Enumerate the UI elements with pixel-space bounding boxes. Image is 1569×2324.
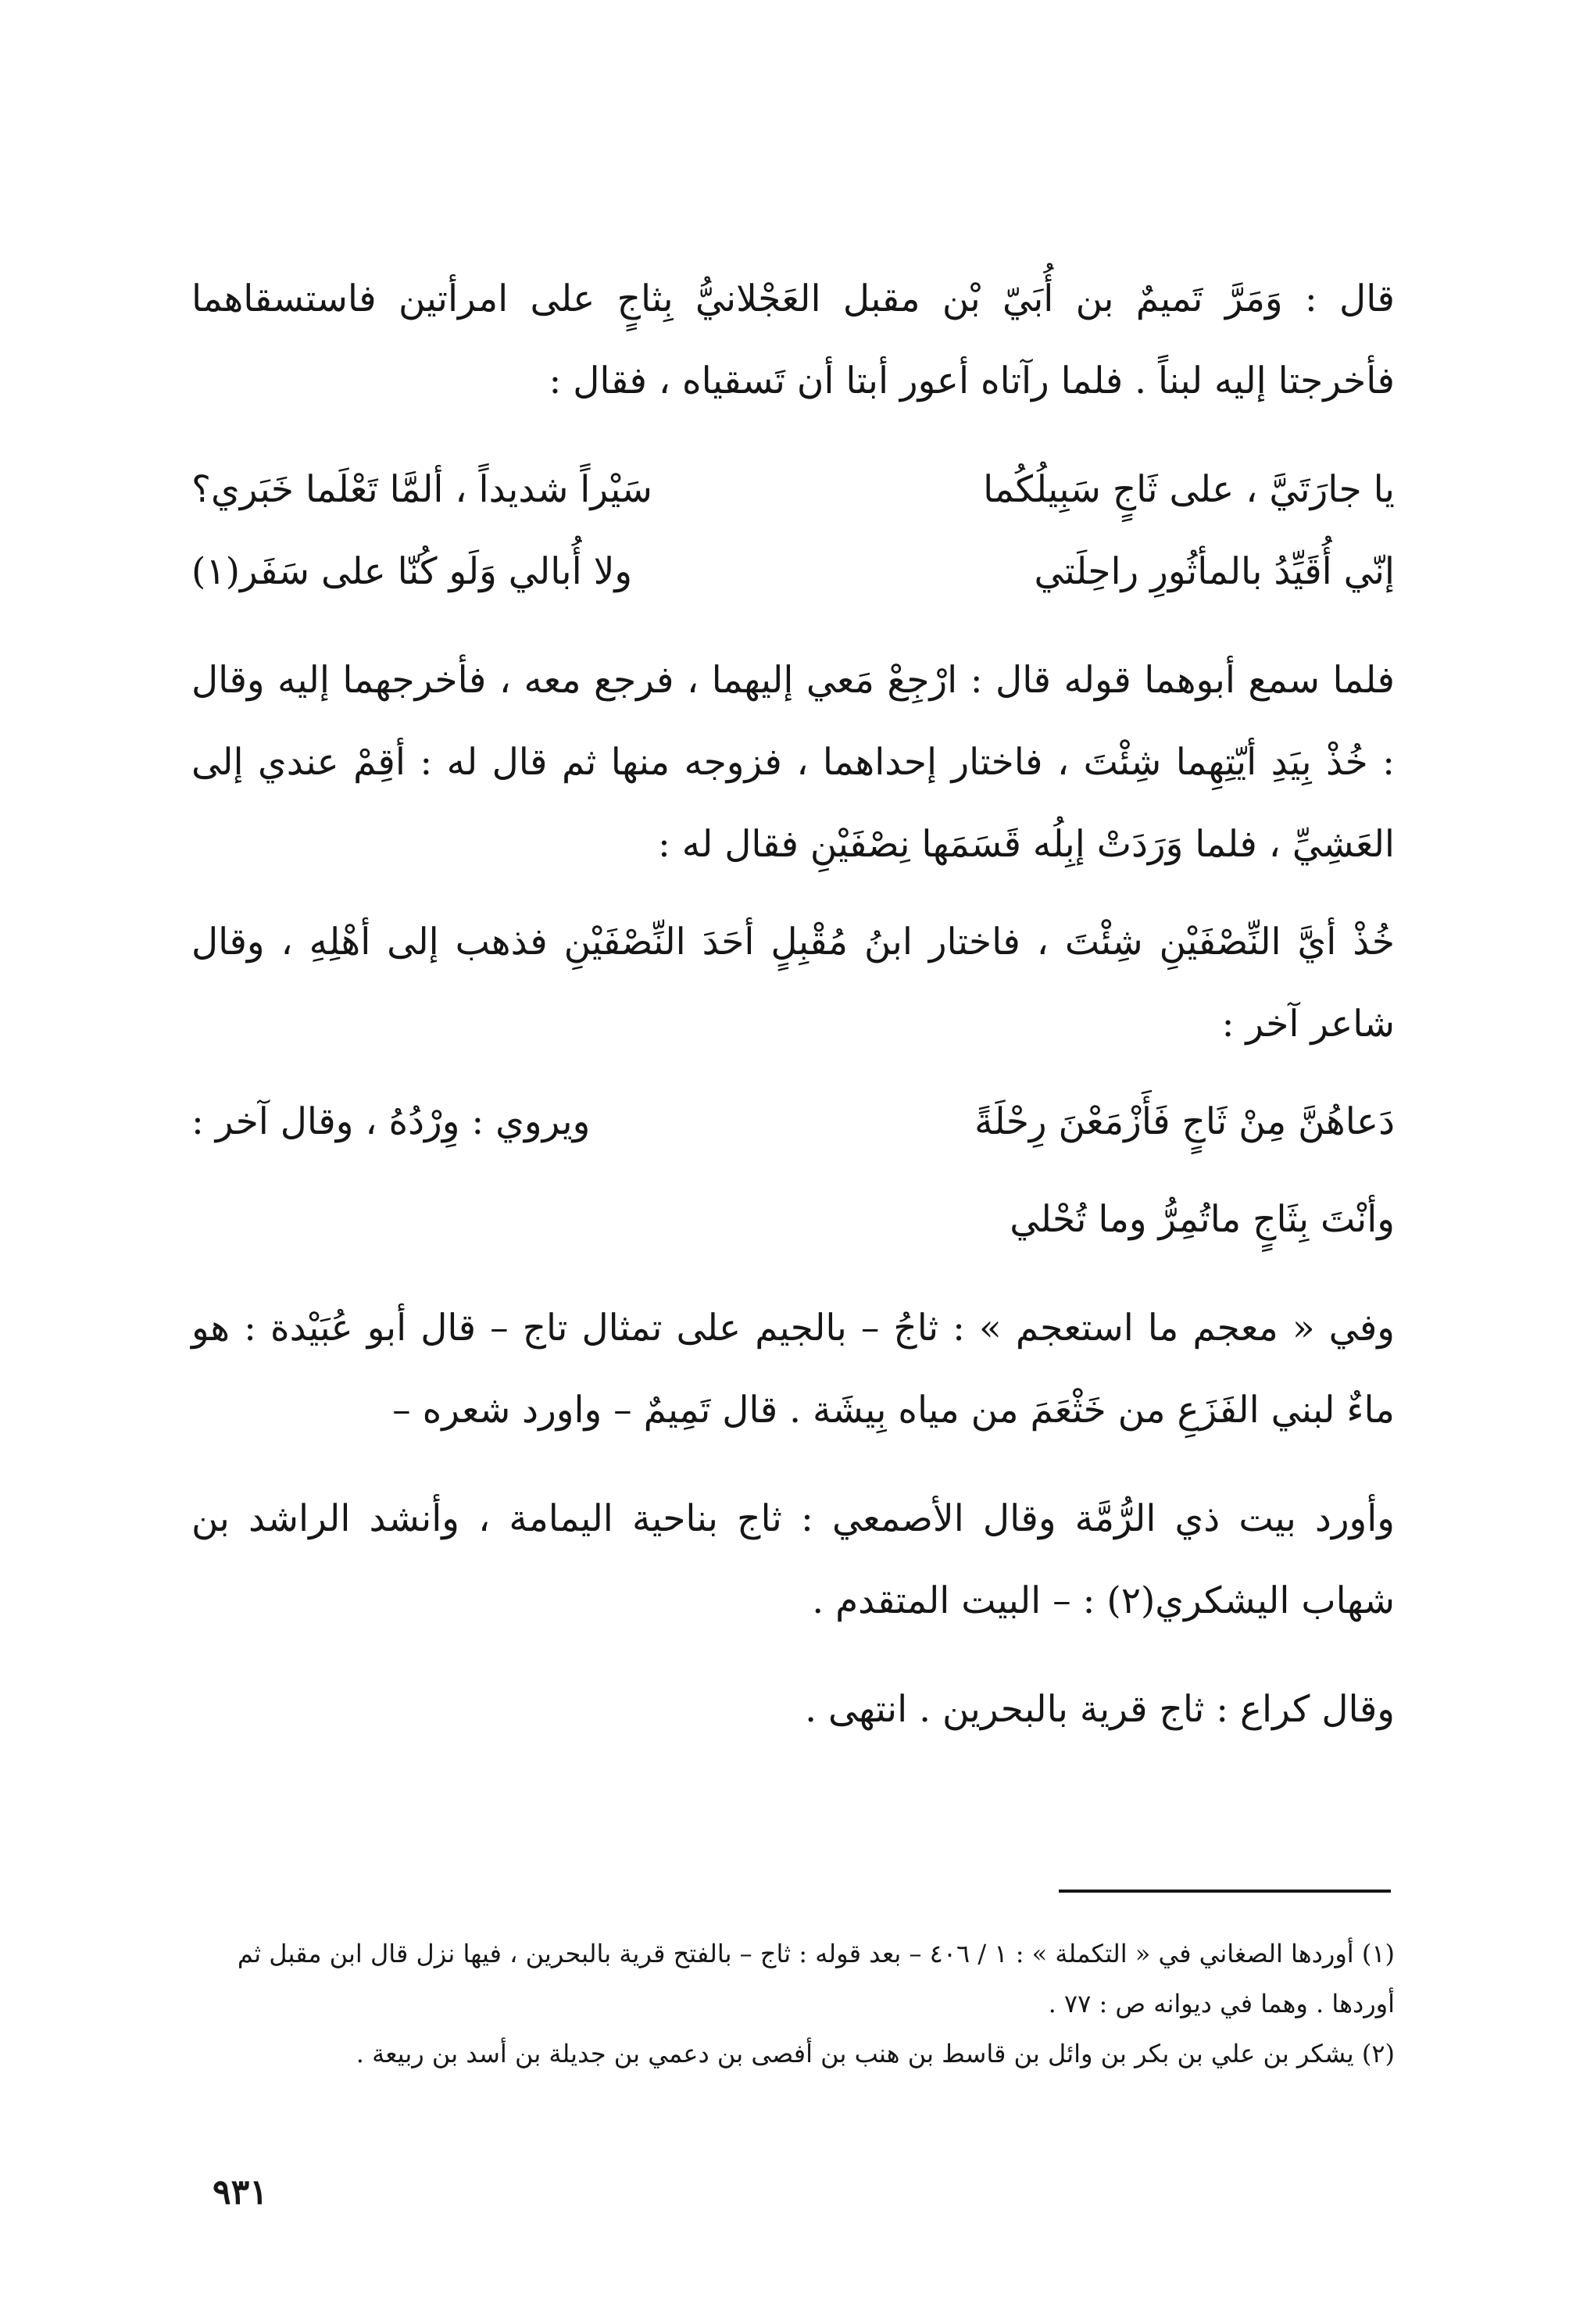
verse-1-first-hemistich: يا جارَتَيَّ ، على ثَاجٍ سَبِيلُكُما	[983, 468, 1395, 511]
verse-line-3	[191, 1081, 1395, 1163]
page-number: ٩٣١	[213, 2172, 268, 2212]
verse-line-2	[191, 531, 1395, 613]
footnotes	[191, 1929, 1395, 2079]
paragraph-asmai: وأورد بيت ذي الرُّمَّة وقال الأصمعي : ثاج بناحية اليمامة ، وأنشد الراشد بن شهاب اليشكري(٢) : – البيت المتقدم .	[191, 1497, 1395, 1622]
footnote-1: (١) أوردها الصغاني في « التكملة » : ١ / ٤٠٦ – بعد قوله : ثاج – بالفتح قرية بالبحرين ، فيها نزل قال ابن مقبل ثم أوردها . وهما في ديوانه ص : ٧٧ .	[237, 1939, 1395, 2018]
verse-3-note: ويروي : وِرْدُهُ ، وقال آخر :	[191, 1100, 591, 1143]
verse-line-4: وأنْتَ بِثَاجٍ ماتُمِرُّ وما تُحْلي	[1010, 1198, 1395, 1241]
paragraph-kura: وقال كراع : ثاج قرية بالبحرين . انتهى .	[805, 1688, 1395, 1731]
paragraph-mujam: وفي « معجم ما استعجم » : ثاجُ – بالجيم على تمثال تاج – قال أبو عُبَيْدة : هو ماءٌ لبني الفَزَعِ من خَثْعَمَ من مياه بِيشَة . قال تَمِيمٌ – واورد شعره –	[191, 1307, 1395, 1432]
footnote-2: (٢) يشكر بن علي بن بكر بن وائل بن قاسط بن هنب بن أفصى بن دعمي بن جديلة بن أسد بن ربيعة .	[356, 2039, 1395, 2068]
verse-1-second-hemistich: سَيْراً شديداً ، ألمَّا تَعْلَما خَبَري؟	[191, 468, 652, 511]
paragraph-father: فلما سمع أبوهما قوله قال : ارْجِعْ مَعي إليهما ، فرجع معه ، فأخرجهما إليه وقال : خُذْ بِيَدِ أيّتِهِما شِئْتَ ، فاختار إحداهما ، فزوجه منها ثم قال له : أقِمْ عندي إلى العَشِيِّ ، فلما وَرَدَتْ إبِلُه قَسَمَها نِصْفَيْنِ فقال له :	[191, 659, 1395, 866]
verse-3-hemistich: دَعاهُنَّ مِنْ ثَاجٍ فَأَزْمَعْنَ رِحْلَةً	[974, 1100, 1395, 1143]
verse-2-first-hemistich: إنّي أُقَيِّدُ بالمأثُورِ راحِلَتي	[1034, 550, 1395, 593]
paragraph-intro: قال : وَمَرَّ تَميمٌ بن أُبَيّ بْن مقبل العَجْلانيُّ بِثاجٍ على امرأتين فاستسقاهما فأخرجتا إليه لبناً . فلما رآتاه أعور أبتا أن تَسقياه ، فقال :	[191, 277, 1395, 402]
verse-line-1	[191, 449, 1395, 531]
paragraph-choice: خُذْ أيَّ النِّصْفَيْنِ شِئْتَ ، فاختار ابنُ مُقْبِلٍ أحَدَ النِّصْفَيْنِ فذهب إلى أهْلِهِ ، وقال شاعر آخر :	[191, 921, 1395, 1046]
verse-2-second-hemistich: ولا أُبالي وَلَو كُنّا على سَفَر(١)	[191, 550, 633, 593]
footnote-divider	[1059, 1890, 1391, 1893]
page-body	[191, 258, 1395, 1750]
